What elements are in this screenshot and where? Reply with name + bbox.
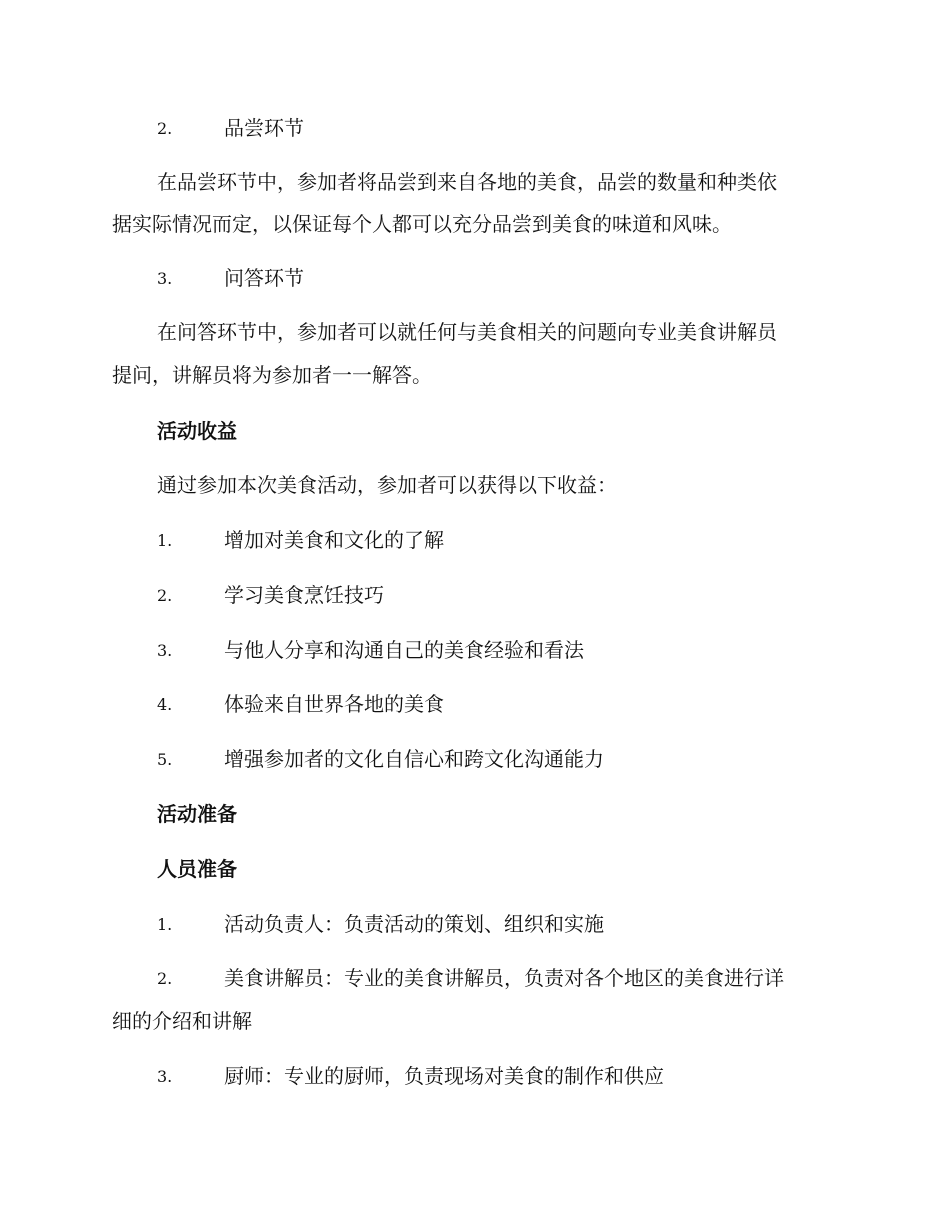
list-number: 3. xyxy=(157,1067,173,1086)
paragraph-text: 在品尝环节中，参加者将品尝到来自各地的美食，品尝的数量和种类依 xyxy=(157,170,777,194)
list-item-text: 体验来自世界各地的美食 xyxy=(224,692,444,716)
list-number: 3. xyxy=(157,641,173,660)
heading-text: 活动收益 xyxy=(157,419,237,443)
list-item-text: 细的介绍和讲解 xyxy=(112,1009,252,1033)
list-item-text: 学习美食烹饪技巧 xyxy=(224,583,384,607)
list-item-text: 品尝环节 xyxy=(224,116,304,140)
list-item-text: 活动负责人：负责活动的策划、组织和实施 xyxy=(224,912,604,936)
paragraph-text: 在问答环节中，参加者可以就任何与美食相关的问题向专业美食讲解员 xyxy=(157,320,777,344)
paragraph-text: 据实际情况而定，以保证每个人都可以充分品尝到美食的味道和风味。 xyxy=(112,212,732,236)
list-item-text: 问答环节 xyxy=(224,266,304,290)
list-item-text: 增加对美食和文化的了解 xyxy=(224,528,444,552)
list-item-text: 与他人分享和沟通自己的美食经验和看法 xyxy=(224,638,584,662)
list-item-text: 增强参加者的文化自信心和跨文化沟通能力 xyxy=(224,747,604,771)
list-number: 3. xyxy=(157,269,173,288)
list-number: 2. xyxy=(157,586,173,605)
paragraph-text: 提问，讲解员将为参加者一一解答。 xyxy=(112,363,432,387)
heading-text: 活动准备 xyxy=(157,802,237,826)
heading-text: 人员准备 xyxy=(157,857,237,881)
list-number: 1. xyxy=(157,915,173,934)
list-number: 2. xyxy=(157,119,173,138)
list-number: 5. xyxy=(157,750,173,769)
list-item-text: 厨师：专业的厨师，负责现场对美食的制作和供应 xyxy=(224,1064,664,1088)
list-item-text: 美食讲解员：专业的美食讲解员，负责对各个地区的美食进行详 xyxy=(224,966,784,990)
list-number: 4. xyxy=(157,695,173,714)
list-number: 1. xyxy=(157,531,173,550)
list-number: 2. xyxy=(157,969,173,988)
paragraph-text: 通过参加本次美食活动，参加者可以获得以下收益： xyxy=(157,473,617,497)
